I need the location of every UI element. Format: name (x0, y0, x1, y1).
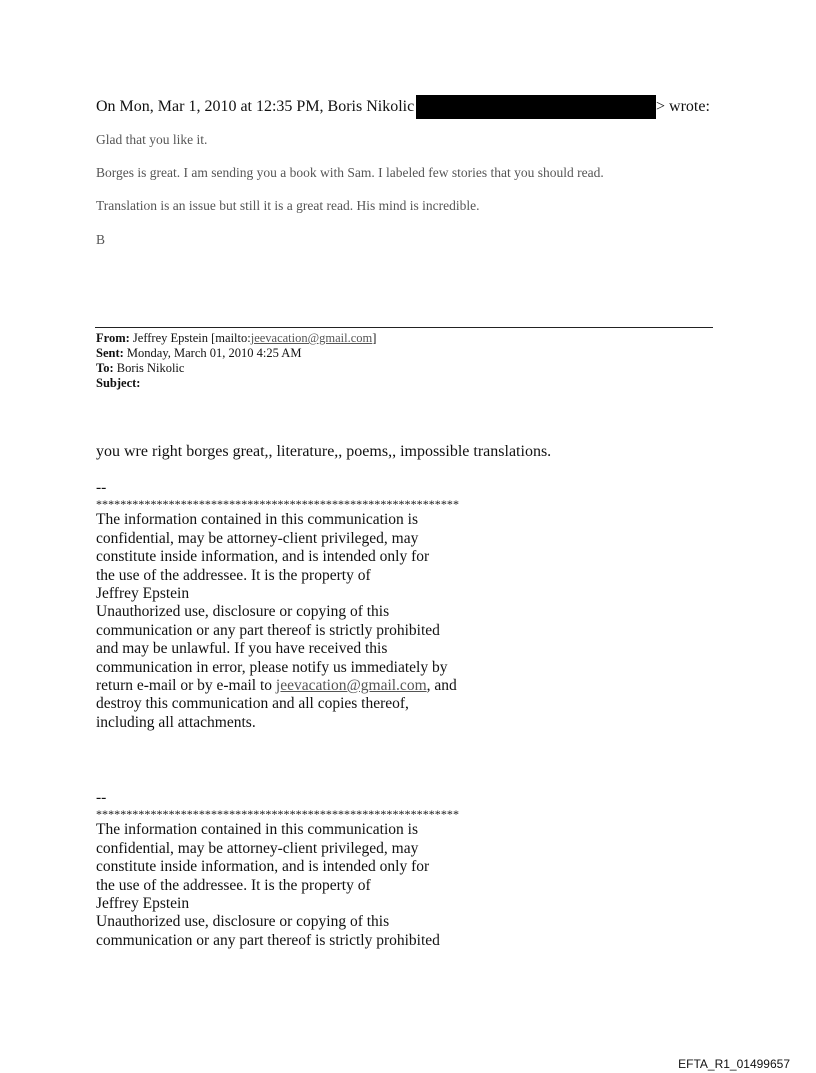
disclaimer-line: constitute inside information, and is intended only for (96, 858, 430, 876)
disclaimer-dash: -- (96, 479, 107, 496)
to-row (96, 361, 184, 376)
disclaimer-email-link[interactable]: jeevacation@gmail.com (275, 677, 427, 695)
sent-label: Sent: (96, 346, 124, 360)
return-suffix: , and (426, 677, 457, 695)
disclaimer-line: and may be unlawful. If you have received this (96, 640, 388, 658)
sent-row (96, 346, 301, 361)
disclaimer-line: Jeffrey Epstein (96, 895, 190, 913)
redaction-box (416, 95, 656, 119)
disclaimer-block-1 (96, 479, 459, 732)
disclaimer-line: Unauthorized use, disclosure or copying of this (96, 603, 390, 621)
disclaimer-line: communication in error, please notify us immediately by (96, 658, 448, 676)
disclaimer-line: The information contained in this communication is (96, 821, 418, 839)
from-label: From: (96, 331, 130, 345)
disclaimer-line: the use of the addressee. It is the property of (96, 566, 371, 584)
disclaimer-line: constitute inside information, and is intended only for (96, 548, 430, 566)
header-divider (95, 327, 713, 328)
from-row (96, 331, 376, 346)
disclaimer-dash: -- (96, 789, 107, 806)
to-label: To: (96, 361, 114, 375)
disclaimer-line: confidential, may be attorney-client privileged, may (96, 839, 419, 857)
reply-header-prefix: On Mon, Mar 1, 2010 at 12:35 PM, Boris Nikolic (96, 98, 415, 115)
reply-line-2: Borges is great. I am sending you a book with Sam. I labeled few stories that you should read. (96, 165, 604, 180)
disclaimer-return-line (96, 677, 459, 695)
disclaimer-line: Unauthorized use, disclosure or copying of this (96, 913, 390, 931)
disclaimer-line: communication or any part thereof is strictly prohibited (96, 931, 440, 949)
reply-line-3: Translation is an issue but still it is a great read. His mind is incredible. (96, 198, 480, 213)
disclaimer-line: the use of the addressee. It is the property of (96, 876, 371, 894)
sent-value: Monday, March 01, 2010 4:25 AM (126, 346, 302, 360)
subject-row (96, 376, 140, 391)
reply-header-suffix: > wrote: (656, 98, 710, 115)
reply-line-1: Glad that you like it. (96, 132, 208, 147)
original-body: you wre right borges great,, literature,, poems,, impossible translations. (96, 443, 552, 460)
disclaimer-line: including all attachments. (96, 713, 256, 731)
from-name: Jeffrey Epstein [mailto: (132, 331, 251, 345)
return-prefix: return e-mail or by e-mail to (96, 677, 276, 695)
disclaimer-block-2 (96, 789, 459, 950)
disclaimer-stars: ************************************************************ (96, 497, 459, 512)
disclaimer-line: confidential, may be attorney-client privileged, may (96, 529, 419, 547)
to-value: Boris Nikolic (116, 361, 185, 375)
from-close: ] (372, 331, 377, 345)
disclaimer-line: The information contained in this communication is (96, 511, 418, 529)
disclaimer-stars: ************************************************************ (96, 807, 459, 822)
document-id: EFTA_R1_01499657 (678, 1057, 790, 1071)
disclaimer-line: Jeffrey Epstein (96, 585, 190, 603)
reply-signoff: B (96, 232, 106, 247)
disclaimer-line: destroy this communication and all copies thereof, (96, 695, 409, 713)
disclaimer-line: communication or any part thereof is strictly prohibited (96, 621, 440, 639)
from-email-link[interactable]: jeevacation@gmail.com (250, 331, 373, 345)
subject-label: Subject: (96, 376, 141, 390)
